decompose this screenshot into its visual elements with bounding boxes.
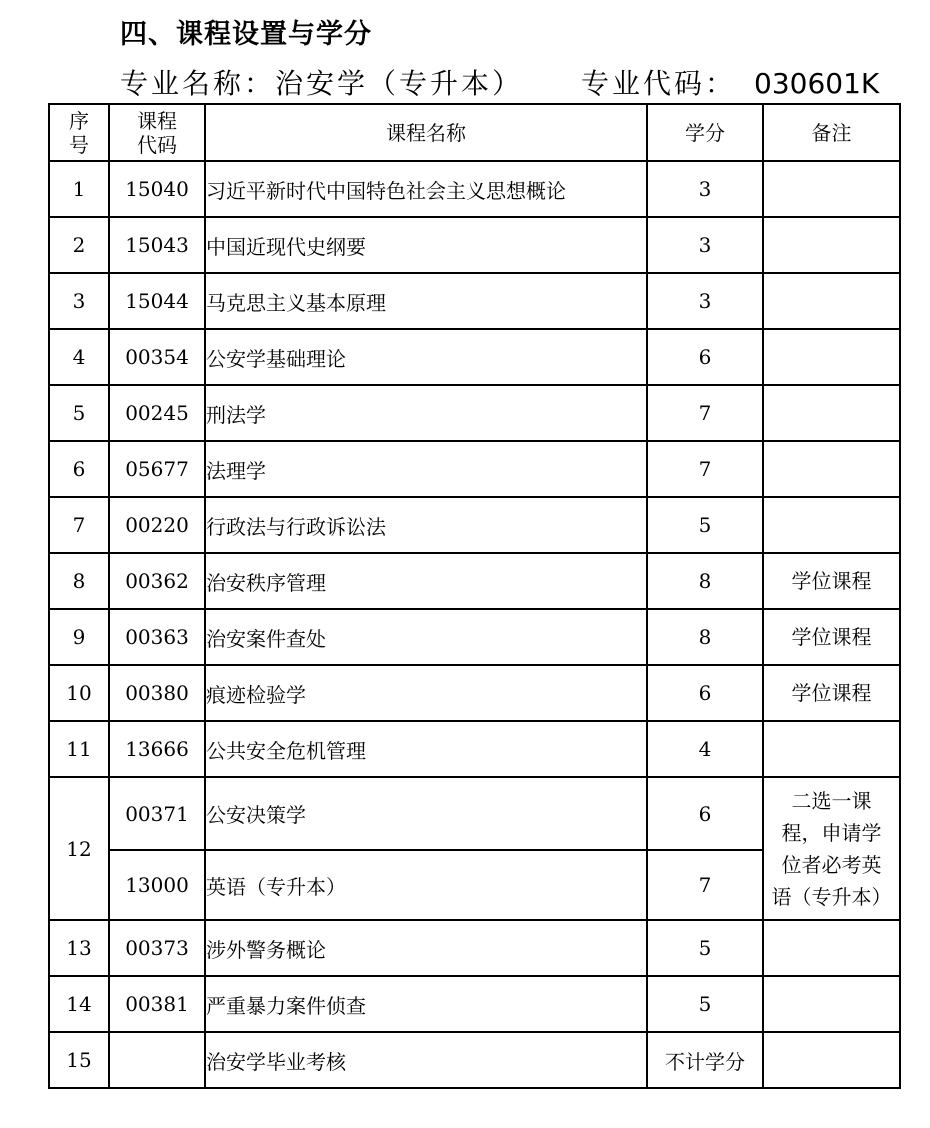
note-line: 语（专升本） (771, 884, 892, 909)
row-note (763, 976, 900, 1032)
row-code: 00373 (109, 920, 205, 976)
row-credit: 3 (647, 273, 763, 329)
row-note (763, 920, 900, 976)
row-code: 13666 (109, 721, 205, 777)
row-name: 治安案件查处 (205, 609, 647, 665)
row-note (763, 385, 900, 441)
row-num: 11 (49, 721, 109, 777)
row-num: 1 (49, 161, 109, 217)
row-name: 行政法与行政诉讼法 (205, 497, 647, 553)
row-num: 5 (49, 385, 109, 441)
row-name: 公共安全危机管理 (205, 721, 647, 777)
row-credit: 3 (647, 217, 763, 273)
row-name: 痕迹检验学 (205, 665, 647, 721)
row-note (763, 217, 900, 273)
row-name: 习近平新时代中国特色社会主义思想概论 (205, 161, 647, 217)
row-num: 9 (49, 609, 109, 665)
row-note-elective (763, 777, 900, 920)
row-code: 15044 (109, 273, 205, 329)
row-num: 12 (49, 777, 109, 920)
table-row (49, 976, 900, 1032)
row-code (109, 1032, 205, 1088)
note-line: 程，申请学 (781, 820, 882, 845)
row-note (763, 273, 900, 329)
header-credit: 学分 (647, 104, 763, 161)
row-code: 00371 (109, 777, 205, 850)
row-note (763, 329, 900, 385)
major-code-label: 专业代码： (581, 67, 737, 100)
note-line: 二选一课 (791, 788, 872, 813)
row-name: 严重暴力案件侦查 (205, 976, 647, 1032)
note-line: 位者必考英 (781, 852, 882, 877)
major-code-value: 030601K (754, 67, 880, 100)
row-code: 00245 (109, 385, 205, 441)
row-num: 7 (49, 497, 109, 553)
table-row (49, 553, 900, 609)
row-credit: 不计学分 (647, 1032, 763, 1088)
row-name: 刑法学 (205, 385, 647, 441)
row-note (763, 441, 900, 497)
table-row (49, 497, 900, 553)
table-row (49, 665, 900, 721)
row-note: 学位课程 (763, 609, 900, 665)
major-name-label: 专业名称： (120, 67, 276, 100)
table-row (49, 721, 900, 777)
row-credit: 8 (647, 553, 763, 609)
table-row (49, 920, 900, 976)
row-note: 学位课程 (763, 553, 900, 609)
row-credit: 7 (647, 441, 763, 497)
row-num: 6 (49, 441, 109, 497)
row-code: 00354 (109, 329, 205, 385)
row-note (763, 161, 900, 217)
row-credit: 6 (647, 329, 763, 385)
major-name-value: 治安学（专升本） (275, 67, 524, 100)
row-note (763, 721, 900, 777)
row-code: 00362 (109, 553, 205, 609)
table-row (49, 385, 900, 441)
row-num: 2 (49, 217, 109, 273)
row-name: 公安决策学 (205, 777, 647, 850)
row-name: 公安学基础理论 (205, 329, 647, 385)
row-num: 15 (49, 1032, 109, 1088)
row-name: 英语（专升本） (205, 850, 647, 920)
row-name: 治安秩序管理 (205, 553, 647, 609)
row-code: 00380 (109, 665, 205, 721)
table-row (49, 1032, 900, 1088)
header-note: 备注 (763, 104, 900, 161)
row-name: 中国近现代史纲要 (205, 217, 647, 273)
row-name: 法理学 (205, 441, 647, 497)
header-code-line1: 课程 (137, 108, 177, 133)
row-credit: 3 (647, 161, 763, 217)
row-credit: 8 (647, 609, 763, 665)
table-row (49, 441, 900, 497)
header-num-line1: 序 (69, 108, 89, 133)
header-num-line2: 号 (69, 132, 89, 157)
row-num: 14 (49, 976, 109, 1032)
row-code: 00220 (109, 497, 205, 553)
row-credit: 5 (647, 976, 763, 1032)
row-code: 00381 (109, 976, 205, 1032)
row-note: 学位课程 (763, 665, 900, 721)
header-code (109, 104, 205, 161)
row-code: 00363 (109, 609, 205, 665)
row-code: 05677 (109, 441, 205, 497)
row-code: 15040 (109, 161, 205, 217)
row-note (763, 1032, 900, 1088)
row-note (763, 497, 900, 553)
table-row (49, 273, 900, 329)
row-num: 8 (49, 553, 109, 609)
table-row-12a (49, 777, 900, 850)
header-name: 课程名称 (205, 104, 647, 161)
row-credit: 7 (647, 850, 763, 920)
row-credit: 6 (647, 777, 763, 850)
header-code-line2: 代码 (137, 132, 177, 157)
course-table (48, 103, 901, 1089)
table-header-row (49, 104, 900, 161)
section-title: 四、课程设置与学分 (120, 19, 372, 50)
row-num: 3 (49, 273, 109, 329)
row-name: 治安学毕业考核 (205, 1032, 647, 1088)
table-row (49, 329, 900, 385)
row-name: 马克思主义基本原理 (205, 273, 647, 329)
row-credit: 4 (647, 721, 763, 777)
table-row (49, 609, 900, 665)
row-num: 10 (49, 665, 109, 721)
row-credit: 7 (647, 385, 763, 441)
row-credit: 5 (647, 920, 763, 976)
row-num: 13 (49, 920, 109, 976)
row-num: 4 (49, 329, 109, 385)
row-credit: 6 (647, 665, 763, 721)
major-info-line (120, 62, 879, 102)
row-code: 15043 (109, 217, 205, 273)
row-name: 涉外警务概论 (205, 920, 647, 976)
table-row (49, 161, 900, 217)
row-credit: 5 (647, 497, 763, 553)
row-code: 13000 (109, 850, 205, 920)
table-row (49, 217, 900, 273)
header-num (49, 104, 109, 161)
